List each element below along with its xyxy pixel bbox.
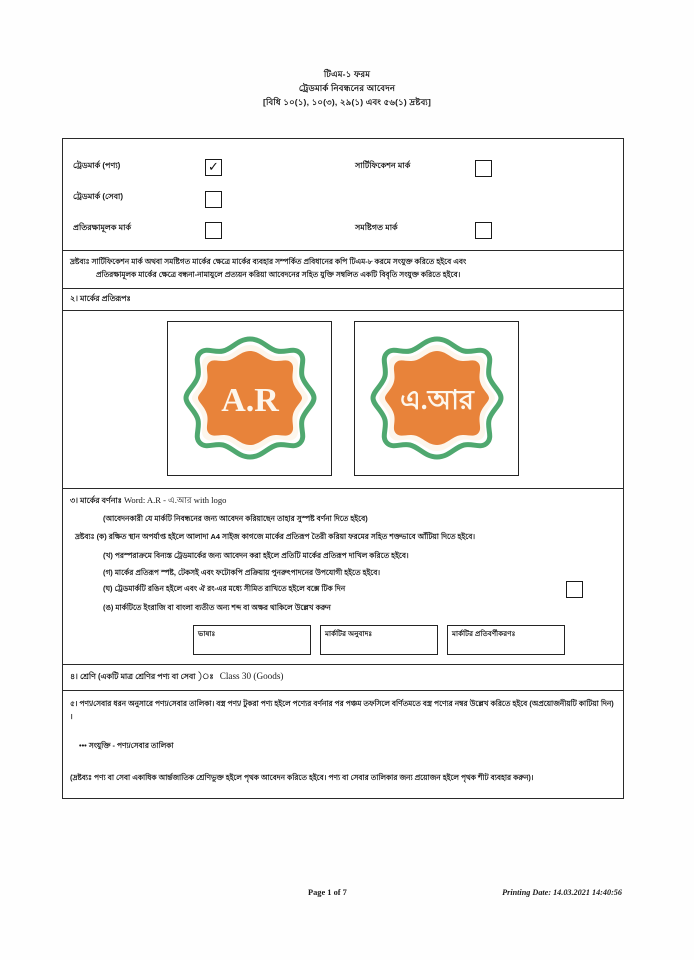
mark-type-row bbox=[63, 151, 623, 182]
field-mark-translation-label: মার্কটির অনুবাদঃ bbox=[325, 628, 373, 638]
mark-representation-row bbox=[63, 311, 623, 489]
form-name: টিএম-১ ফরম bbox=[323, 69, 371, 79]
checkbox-colour-limited[interactable] bbox=[566, 581, 583, 598]
page-number: Page 1 of 7 bbox=[308, 888, 347, 897]
label-trademark-goods: ট্রেডমার্ক (পণ্য) bbox=[73, 161, 121, 170]
section5-attachment[interactable]: ••• সংযুক্তি - পণ্য/সেবার তালিকা bbox=[79, 741, 174, 751]
checkbox-certification-mark[interactable] bbox=[475, 160, 492, 177]
checkbox-cell-collective-mark bbox=[475, 218, 492, 240]
section3-item-kha: (খ) পরস্পরাক্রমে বিন্যস্ত ট্রেডমার্কের জন্য আবেদন করা হইলে প্রতিটি মার্কের প্রতিরূপ দাখিল করিতে হইবে। bbox=[103, 551, 409, 561]
label-defensive-mark: প্রতিরক্ষামূলক মার্ক bbox=[73, 223, 132, 232]
note-line-1: দ্রষ্টব্যঃ সার্টিফিকেশন মার্ক অথবা সমষ্টিগত মার্কের ক্ষেত্রে মার্কের ব্যবহার সম্পর্কিত প্রবিধানের কপি টিএম-৮ করমে সংযুক্ত করিতে হইবে এবং bbox=[70, 257, 467, 266]
form-table bbox=[62, 138, 624, 799]
checkbox-cell-certification-mark bbox=[475, 156, 492, 178]
section3-heading-prefix: ৩। মার্কের বর্ণনাঃ bbox=[70, 495, 122, 505]
rule-reference: [বিধি ১০(১), ১০(৩), ২৯(১) এবং ৫৬(১) দ্রষ্টব্য] bbox=[263, 96, 431, 107]
section5-instruction bbox=[63, 691, 623, 731]
section4-label: ৪। শ্রেণি (একটি মাত্র শ্রেণির পণ্য বা সেবা )ঃ bbox=[70, 671, 214, 681]
section3-block bbox=[63, 489, 623, 665]
label-collective-mark: সমষ্টিগত মার্ক bbox=[355, 223, 398, 232]
field-language-label: ভাষাঃ bbox=[198, 628, 216, 638]
section3-item-ka: দ্রষ্টব্যঃ (ক) রক্ষিত স্থান অপর্যাপ্ত হইলে আলাদা A4 সাইজ কাগজে মার্কের প্রতিরূপ তৈরী করিয়া ফরমের সহিত শক্তভাবে আঁটিয়া দিতে হইবে। bbox=[75, 532, 475, 542]
printing-date: Printing Date: 14.03.2021 14:40:56 bbox=[502, 888, 622, 897]
label-certification-mark: সার্টিফিকেশন মার্ক bbox=[355, 161, 411, 170]
section3-item-ga: (গ) মার্কের প্রতিরূপ স্পষ্ট, টেকসই এবং ফটোকপি প্রক্রিয়ায় পুনরুৎপাদনের উপযোগী হইতে হইবে। bbox=[103, 567, 381, 577]
checkbox-cell-trademark-goods bbox=[205, 158, 355, 176]
mark-type-row bbox=[63, 213, 623, 244]
section3-translation-boxes bbox=[63, 619, 623, 664]
section3-item-gha: (ঘ) ট্রেডমার্কটি রঙিন হইলে এবং ঐ রং-এর মধ্যে সীমিত রাখিতে হইলে বক্সে টিক দিন bbox=[103, 584, 346, 594]
mark-image-frame-bengali[interactable] bbox=[354, 321, 519, 476]
page-title: ট্রেডমার্ক নিবন্ধনের আবেদন bbox=[298, 82, 396, 93]
field-language[interactable] bbox=[193, 625, 311, 655]
section5-line-2: করিতে হইবে (অপ্রয়োজনীয়টি কাটিয়া দিন) । bbox=[70, 698, 614, 721]
checkbox-cell-trademark-services bbox=[205, 187, 355, 209]
section4-value[interactable]: Class 30 (Goods) bbox=[219, 670, 284, 681]
section3-hint: (আবেদনকারী যে মার্কটি নিবন্ধনের জন্য আবেদন করিয়াছেন তাহার সুস্পষ্ট বর্ণনা দিতে হইবে) bbox=[103, 513, 368, 523]
section5-closing-2: করুন)। bbox=[513, 773, 534, 783]
section5-closing-1: (দ্রষ্টব্যঃ পণ্য বা সেবা একাধিক আর্ন্তজাতিক শ্রেণিভুক্ত হইলে পৃথক আবেদন করিতে হইবে। পণ্য বা সেবার তালিকার জন্য প্রয়োজন হইলে পৃথক শীট ব্যবহার bbox=[70, 773, 512, 783]
field-mark-transliteration-label: মার্কটির প্রতিবর্ণীকরণঃ bbox=[452, 628, 516, 638]
page-footer bbox=[62, 888, 632, 897]
mark-logo-bengali-text: এ.আর bbox=[399, 385, 474, 416]
mark-image-frame-english[interactable] bbox=[167, 321, 332, 476]
mark-logo-english-text: A.R bbox=[220, 382, 279, 420]
field-mark-translation[interactable] bbox=[320, 625, 438, 655]
mark-type-row bbox=[63, 182, 623, 213]
section4-row bbox=[63, 665, 623, 691]
mark-type-section bbox=[63, 139, 623, 251]
mark-logo-bengali-icon bbox=[367, 333, 507, 463]
section3-heading-line bbox=[63, 489, 623, 511]
section2-heading: ২। মার্কের প্রতিরূপঃ bbox=[70, 293, 131, 303]
note-line-2: প্রতিরক্ষামূলক মার্কের ক্ষেত্রে বন্ধনা-নামাযুলে প্রত্যয়ন করিয়া আবেদনের সহিত যুক্তি সম্বলিত একটি বিবৃতি সংযুক্ত করিতে হইবে। bbox=[96, 269, 461, 279]
section5-row bbox=[63, 691, 623, 799]
section5-closing bbox=[63, 761, 623, 798]
checkbox-trademark-goods[interactable]: ✓ bbox=[205, 159, 222, 176]
section5-line-1: ৫। পণ্য/সেবার ধরন অনুসারে পণ্য/সেবার তালিকা। বস্ত্র পণ্য/ টুকরা পণ্য হইলে পণ্যের বর্ণনার পর পঞ্চম তফসিলে বর্ণিতমতে বস্ত্র পণ্যের নম্বর উল্লেখ bbox=[70, 698, 489, 708]
note-block bbox=[63, 251, 623, 288]
checkbox-trademark-services[interactable] bbox=[205, 191, 222, 208]
field-mark-transliteration[interactable] bbox=[447, 625, 565, 655]
checkbox-collective-mark[interactable] bbox=[475, 222, 492, 239]
section2-heading-row bbox=[63, 289, 623, 311]
section3-heading-value[interactable]: Word: A.R - এ.আর with logo bbox=[123, 494, 227, 505]
section3-item-uo: (ঙ) মার্কটিতে ইংরাজি বা বাংলা ব্যতীত অন্য শব্দ বা অক্ষর থাকিলে উল্লেখ করুন bbox=[103, 603, 331, 613]
checkbox-cell-defensive-mark bbox=[205, 218, 355, 240]
checkbox-defensive-mark[interactable] bbox=[205, 222, 222, 239]
mark-logo-english-icon bbox=[180, 333, 320, 463]
note-row bbox=[63, 251, 623, 289]
section3-item-gha-row bbox=[63, 581, 623, 598]
section4-line bbox=[63, 665, 623, 690]
label-trademark-services: ট্রেডমার্ক (সেবা) bbox=[73, 192, 124, 201]
document-header bbox=[0, 0, 694, 109]
